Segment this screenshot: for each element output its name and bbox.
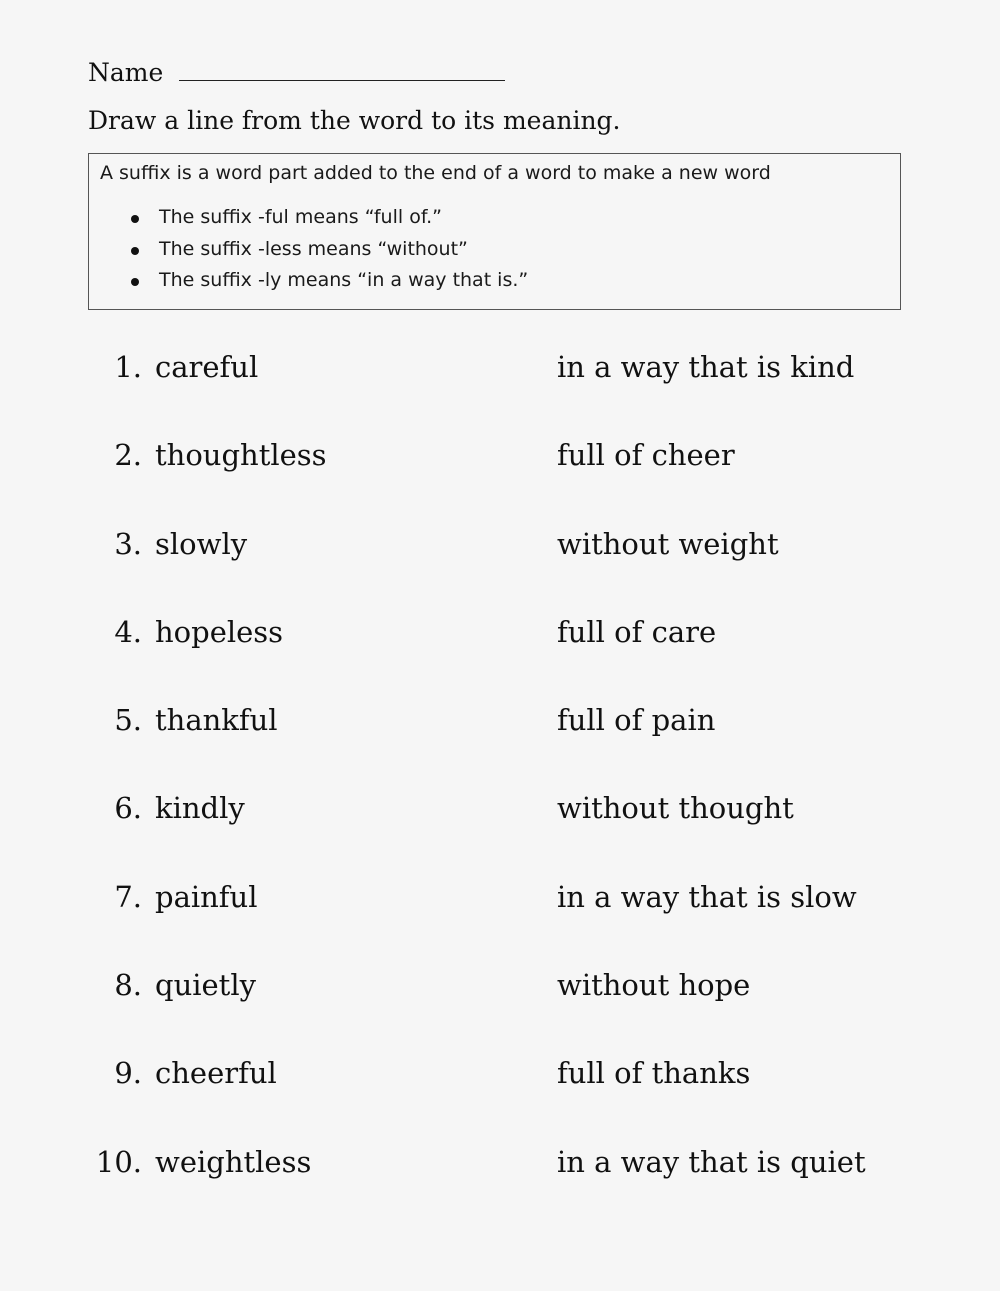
word-item[interactable]: quietly (155, 968, 256, 1003)
match-row (0, 880, 1000, 968)
match-row (0, 968, 1000, 1056)
meaning-item[interactable]: full of thanks (557, 1056, 751, 1091)
matching-list (0, 350, 1000, 1233)
word-item[interactable]: careful (155, 350, 259, 384)
suffix-info-box (88, 153, 901, 310)
item-number: 2. (114, 438, 142, 473)
meaning-item[interactable]: in a way that is quiet (557, 1144, 866, 1179)
instruction-text: Draw a line from the word to its meaning. (88, 106, 621, 135)
word-item[interactable]: thoughtless (155, 438, 327, 473)
suffix-rule-ful: The suffix -ful means “full of.” (129, 206, 528, 238)
name-blank-line[interactable] (179, 60, 505, 81)
match-row (0, 527, 1000, 615)
match-row (0, 1145, 1000, 1233)
item-number: 7. (114, 879, 142, 914)
word-item[interactable]: weightless (155, 1144, 312, 1179)
word-item[interactable]: cheerful (155, 1056, 277, 1091)
item-number: 9. (114, 1056, 142, 1091)
item-number: 10. (95, 1144, 142, 1179)
word-item[interactable]: painful (155, 879, 258, 914)
match-row (0, 350, 1000, 438)
suffix-definition: A suffix is a word part added to the end of a word to make a new word (100, 162, 771, 184)
word-item[interactable]: thankful (155, 703, 278, 738)
word-item[interactable]: hopeless (155, 614, 284, 649)
suffix-rule-ly: The suffix -ly means “in a way that is.” (129, 269, 528, 301)
item-number: 6. (114, 791, 142, 826)
meaning-item[interactable]: without thought (557, 791, 794, 826)
match-row (0, 438, 1000, 526)
word-item[interactable]: kindly (155, 791, 245, 826)
meaning-item[interactable]: full of pain (557, 703, 716, 738)
match-row (0, 703, 1000, 791)
item-number: 8. (114, 968, 142, 1003)
suffix-rule-less: The suffix -less means “without” (129, 238, 528, 270)
match-row (0, 791, 1000, 879)
meaning-item[interactable]: in a way that is kind (557, 350, 855, 384)
name-label: Name (88, 58, 164, 87)
item-number: 1. (114, 350, 142, 384)
suffix-rule-list (129, 206, 528, 301)
meaning-item[interactable]: in a way that is slow (557, 879, 857, 914)
item-number: 5. (114, 703, 142, 738)
meaning-item[interactable]: without hope (557, 968, 751, 1003)
word-item[interactable]: slowly (155, 526, 248, 561)
match-row (0, 615, 1000, 703)
meaning-item[interactable]: full of care (557, 614, 717, 649)
match-row (0, 1056, 1000, 1144)
meaning-item[interactable]: full of cheer (557, 438, 735, 473)
item-number: 3. (114, 526, 142, 561)
item-number: 4. (114, 614, 142, 649)
meaning-item[interactable]: without weight (557, 526, 779, 561)
name-field-row (88, 58, 505, 87)
